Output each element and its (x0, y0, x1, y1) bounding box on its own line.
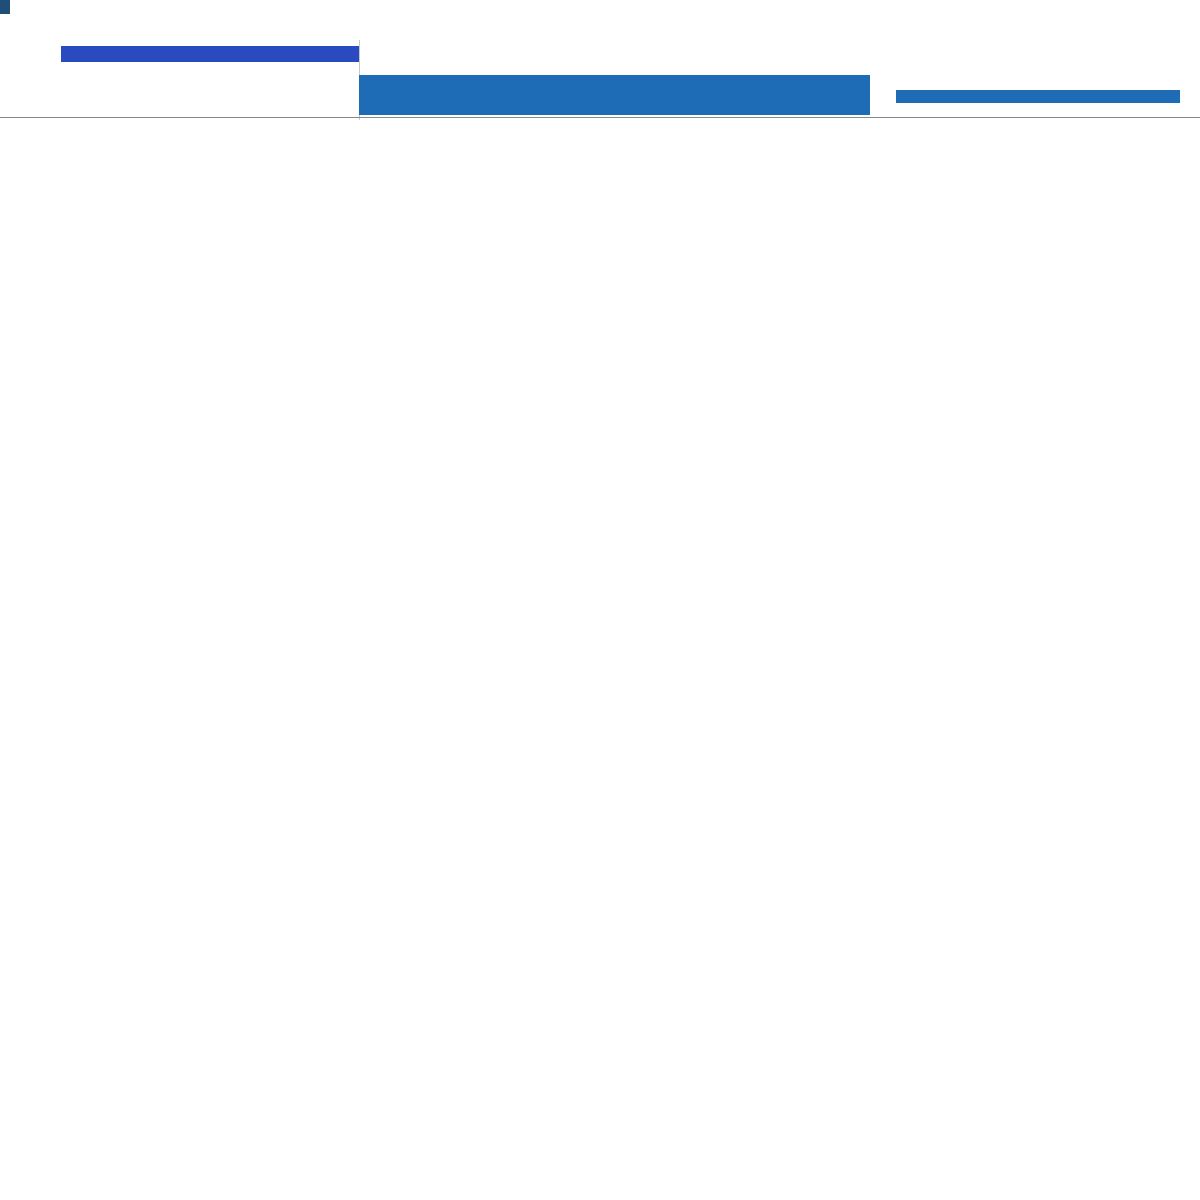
year-header-band (896, 90, 1180, 103)
sheet-title (61, 46, 359, 62)
header-underline (0, 117, 1200, 118)
month-header-band (359, 75, 870, 115)
index-tab[interactable] (0, 0, 10, 14)
